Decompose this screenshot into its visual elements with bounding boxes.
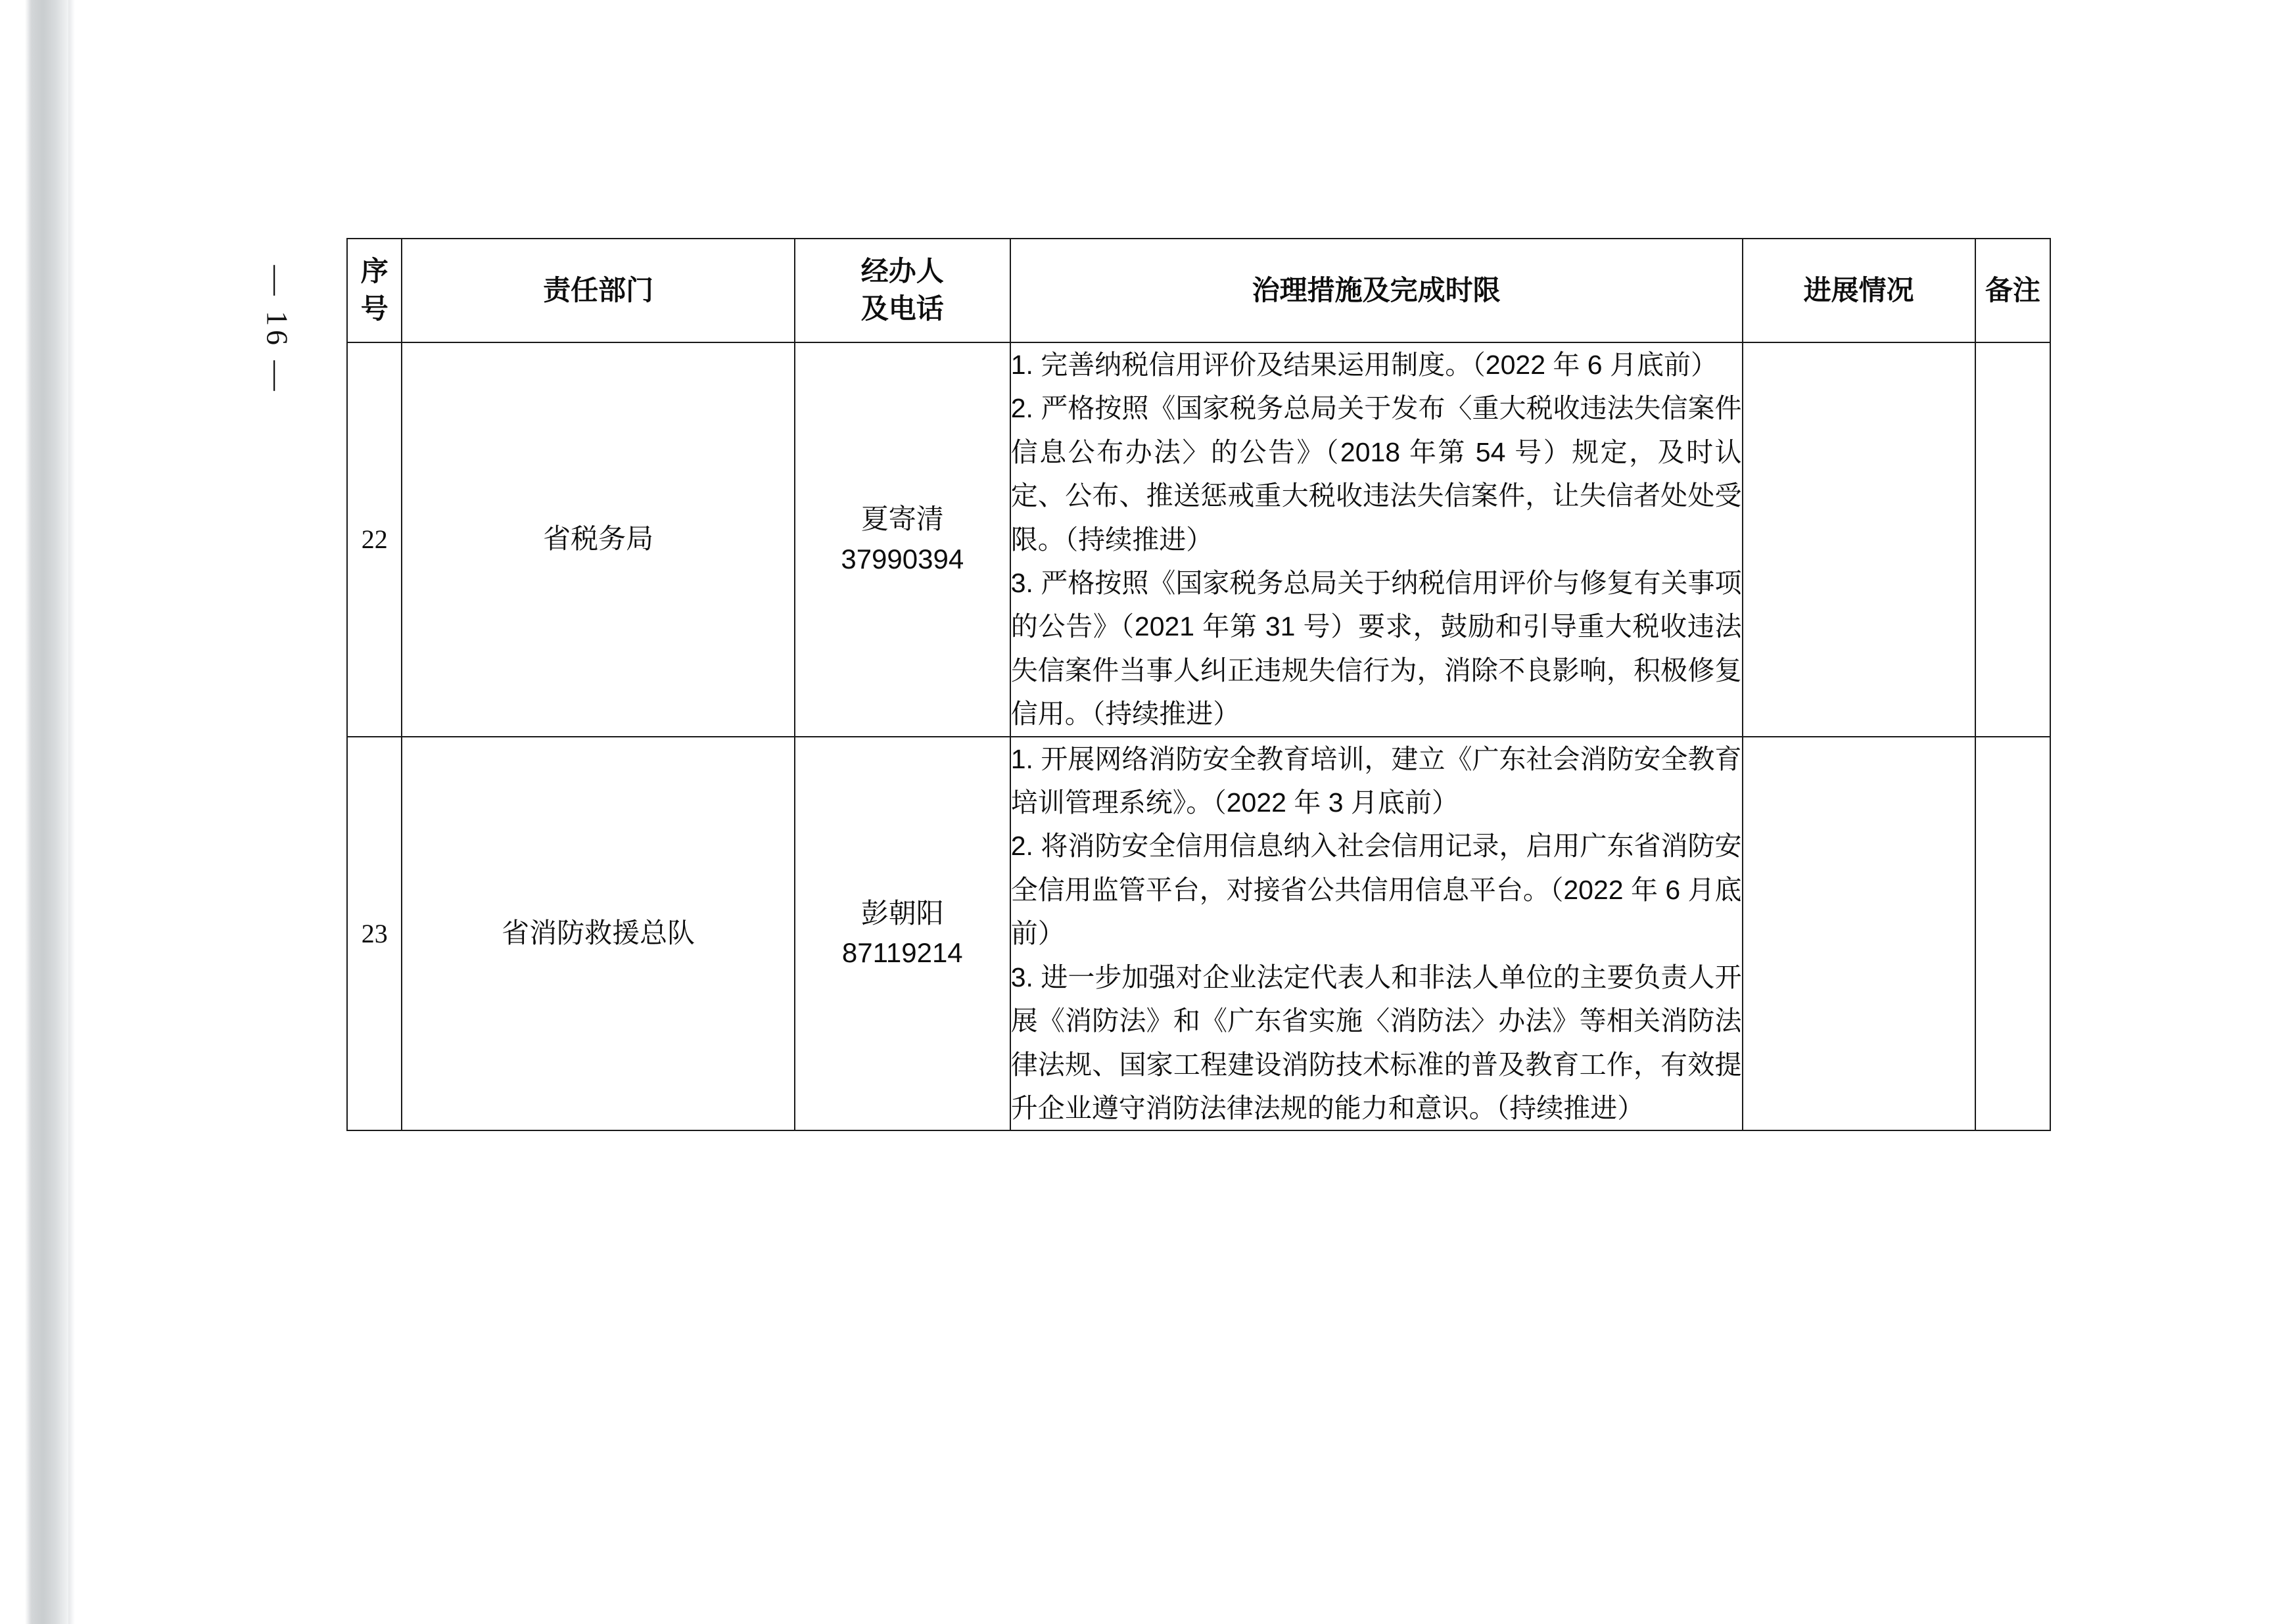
row-contact-name: 彭朝阳 bbox=[860, 897, 944, 929]
measure-item: 3. 进一步加强对企业法定代表人和非法人单位的主要负责人开展《消防法》和《广东省实施〈消防法〉办法》等相关消防法律法规、国家工程建设消防技术标准的普及教育工作，有效提升企业遵守消防法律法规的能力和意识。（持续推进） bbox=[1010, 962, 1742, 1123]
measure-item: 1. 完善纳税信用评价及结果运用制度。（2022 年 6 月底前） bbox=[1010, 350, 1718, 380]
row-contact bbox=[795, 737, 1010, 1131]
table-row bbox=[347, 342, 2050, 737]
table-header-row bbox=[347, 239, 2050, 342]
row-remark bbox=[1975, 342, 2050, 737]
row-measures bbox=[1010, 737, 1743, 1131]
measure-item: 2. 严格按照《国家税务总局关于发布〈重大税收违法失信案件信息公布办法〉的公告》（2018 年第 54 号）规定，及时认定、公布、推送惩戒重大税收违法失信案件，让失信者处处受限。（持续推进） bbox=[1010, 393, 1742, 555]
column-header-responsible-department: 责任部门 bbox=[402, 239, 794, 342]
scan-gutter-shadow bbox=[25, 0, 72, 1624]
row-progress-status bbox=[1743, 737, 1975, 1131]
page-number-marker bbox=[212, 231, 343, 429]
column-header-serial-number: 序号 bbox=[347, 239, 402, 342]
column-header-measures-and-deadline: 治理措施及完成时限 bbox=[1010, 239, 1743, 342]
row-remark bbox=[1975, 737, 2050, 1131]
table-header bbox=[347, 239, 2050, 342]
measure-item: 3. 严格按照《国家税务总局关于纳税信用评价与修复有关事项的公告》（2021 年第 31 号）要求，鼓励和引导重大税收违法失信案件当事人纠正违规失信行为，消除不良影响，积极修复信用。（持续推进） bbox=[1010, 568, 1742, 730]
table-body bbox=[347, 342, 2050, 1130]
column-header-contact-line1: 经办人 bbox=[860, 256, 944, 287]
row-progress-status bbox=[1743, 342, 1975, 737]
row-contact-name: 夏寄清 bbox=[860, 503, 944, 534]
row-serial-number: 22 bbox=[347, 342, 402, 737]
governance-measures-table bbox=[346, 238, 2051, 1131]
measure-item: 2. 将消防安全信用信息纳入社会信用记录，启用广东省消防安全信用监管平台，对接省公共信用信息平台。（2022 年 6 月底前） bbox=[1010, 831, 1742, 949]
page-number-text: — 16 — bbox=[260, 265, 294, 395]
column-header-contact-line2: 及电话 bbox=[860, 293, 944, 324]
column-header-remark: 备注 bbox=[1975, 239, 2050, 342]
measure-item: 1. 开展网络消防安全教育培训，建立《广东社会消防安全教育培训管理系统》。（2022 年 3 月底前） bbox=[1010, 743, 1742, 818]
table-row bbox=[347, 737, 2050, 1131]
column-header-contact-person-and-phone bbox=[795, 239, 1010, 342]
row-measures bbox=[1010, 342, 1743, 737]
row-contact bbox=[795, 342, 1010, 737]
row-contact-phone: 87119214 bbox=[841, 937, 963, 969]
row-contact-phone: 37990394 bbox=[841, 543, 964, 574]
scan-gutter-edge bbox=[68, 0, 75, 1624]
row-responsible-department: 省消防救援总队 bbox=[402, 737, 794, 1131]
column-header-progress-status: 进展情况 bbox=[1743, 239, 1975, 342]
row-responsible-department: 省税务局 bbox=[402, 342, 794, 737]
row-serial-number: 23 bbox=[347, 737, 402, 1131]
